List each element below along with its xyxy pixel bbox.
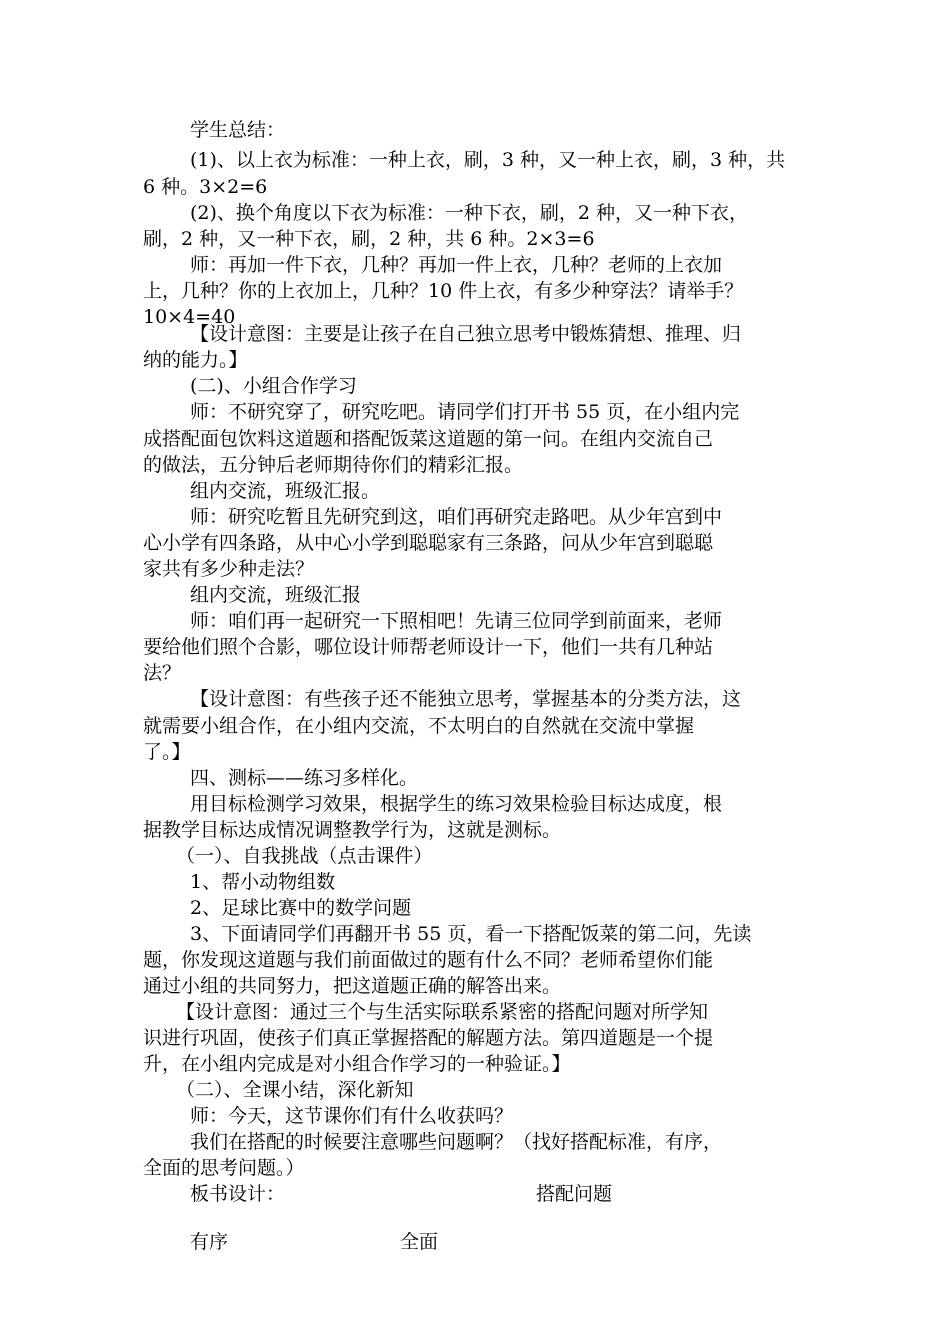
text-line: 成搭配面包饮料这道题和搭配饭菜这道题的第一问。在组内交流自己	[143, 428, 714, 450]
text-line: 师：再加一件下衣，几种？再加一件上衣，几种？老师的上衣加	[190, 254, 723, 276]
text-line: 了。】	[143, 741, 191, 763]
text-line: 组内交流，班级汇报。	[190, 480, 381, 502]
text-line: 就需要小组合作，在小组内交流，不太明白的自然就在交流中掌握	[143, 715, 695, 737]
section-heading: (二)、小组合作学习	[190, 375, 357, 397]
text-line: 识进行巩固，使孩子们真正掌握搭配的解题方法。第四道题是一个提	[143, 1027, 714, 1049]
section-heading: （一）、自我挑战（点击课件）	[176, 845, 433, 867]
text-line: 全面的思考问题。）	[143, 1157, 305, 1179]
text-line: 我们在搭配的时候要注意哪些问题啊？（找好搭配标准，有序，	[190, 1131, 723, 1153]
board-label: 板书设计：	[190, 1183, 286, 1205]
board-title: 搭配问题	[536, 1183, 613, 1205]
text-line: 据教学目标达成情况调整教学行为，这就是测标。	[143, 819, 562, 841]
section-heading: 四、测标——练习多样化。	[190, 767, 419, 789]
section-heading: （二）、全课小结，深化新知	[176, 1079, 414, 1101]
text-line: 家共有多少种走法？	[143, 558, 315, 580]
text-line: 刷，2 种，又一种下衣，刷，2 种，共 6 种。2×3=6	[143, 228, 595, 250]
text-line: 学生总结：	[190, 119, 286, 141]
text-line: 通过小组的共同努力，把这道题正确的解答出来。	[143, 975, 562, 997]
text-line: (2)、换个角度以下衣为标准：一种下衣，刷，2 种，又一种下衣，	[190, 202, 749, 224]
text-line: 升，在小组内完成是对小组合作学习的一种验证。】	[143, 1053, 571, 1075]
list-item: 3、下面请同学们再翻开书 55 页，看一下搭配饭菜的第二问，先读	[190, 923, 752, 945]
text-line: 【设计意图：主要是让孩子在自己独立思考中锻炼猜想、推理、归	[190, 323, 742, 345]
text-line: 用目标检测学习效果，根据学生的练习效果检验目标达成度，根	[190, 793, 723, 815]
text-line: 师：咱们再一起研究一下照相吧！先请三位同学到前面来，老师	[190, 610, 723, 632]
text-line: (1)、以上衣为标准：一种上衣，刷，3 种，又一种上衣，刷，3 种，共	[190, 149, 786, 171]
text-line: 组内交流，班级汇报	[190, 584, 362, 606]
text-line: 师：研究吃暂且先研究到这，咱们再研究走路吧。从少年宫到中	[190, 506, 723, 528]
text-line: 心小学有四条路，从中心小学到聪聪家有三条路，问从少年宫到聪聪	[143, 532, 714, 554]
text-line: 师：今天，这节课你们有什么收获吗？	[190, 1105, 514, 1127]
board-right: 全面	[400, 1231, 439, 1253]
text-line: 【设计意图：有些孩子还不能独立思考，掌握基本的分类方法，这	[190, 688, 742, 710]
text-line: 纳的能力。】	[143, 349, 248, 371]
text-line: 要给他们照个合影，哪位设计师帮老师设计一下，他们一共有几种站	[143, 636, 714, 658]
text-line: 6 种。3×2=6	[143, 176, 268, 198]
text-line: 【设计意图：通过三个与生活实际联系紧密的搭配问题对所学知	[176, 1001, 709, 1023]
list-item: 1、帮小动物组数	[190, 871, 336, 893]
text-line: 10×4=40	[143, 306, 236, 328]
text-line: 题，你发现这道题与我们前面做过的题有什么不同？老师希望你们能	[143, 949, 714, 971]
board-left: 有序	[190, 1231, 229, 1253]
text-line: 上，几种？你的上衣加上，几种？10 件上衣，有多少种穿法？请举手？	[143, 280, 744, 302]
list-item: 2、足球比赛中的数学问题	[190, 897, 412, 919]
text-line: 法？	[143, 662, 182, 684]
text-line: 的做法，五分钟后老师期待你们的精彩汇报。	[143, 454, 524, 476]
text-line: 师：不研究穿了，研究吃吧。请同学们打开书 55 页，在小组内完	[190, 401, 740, 423]
